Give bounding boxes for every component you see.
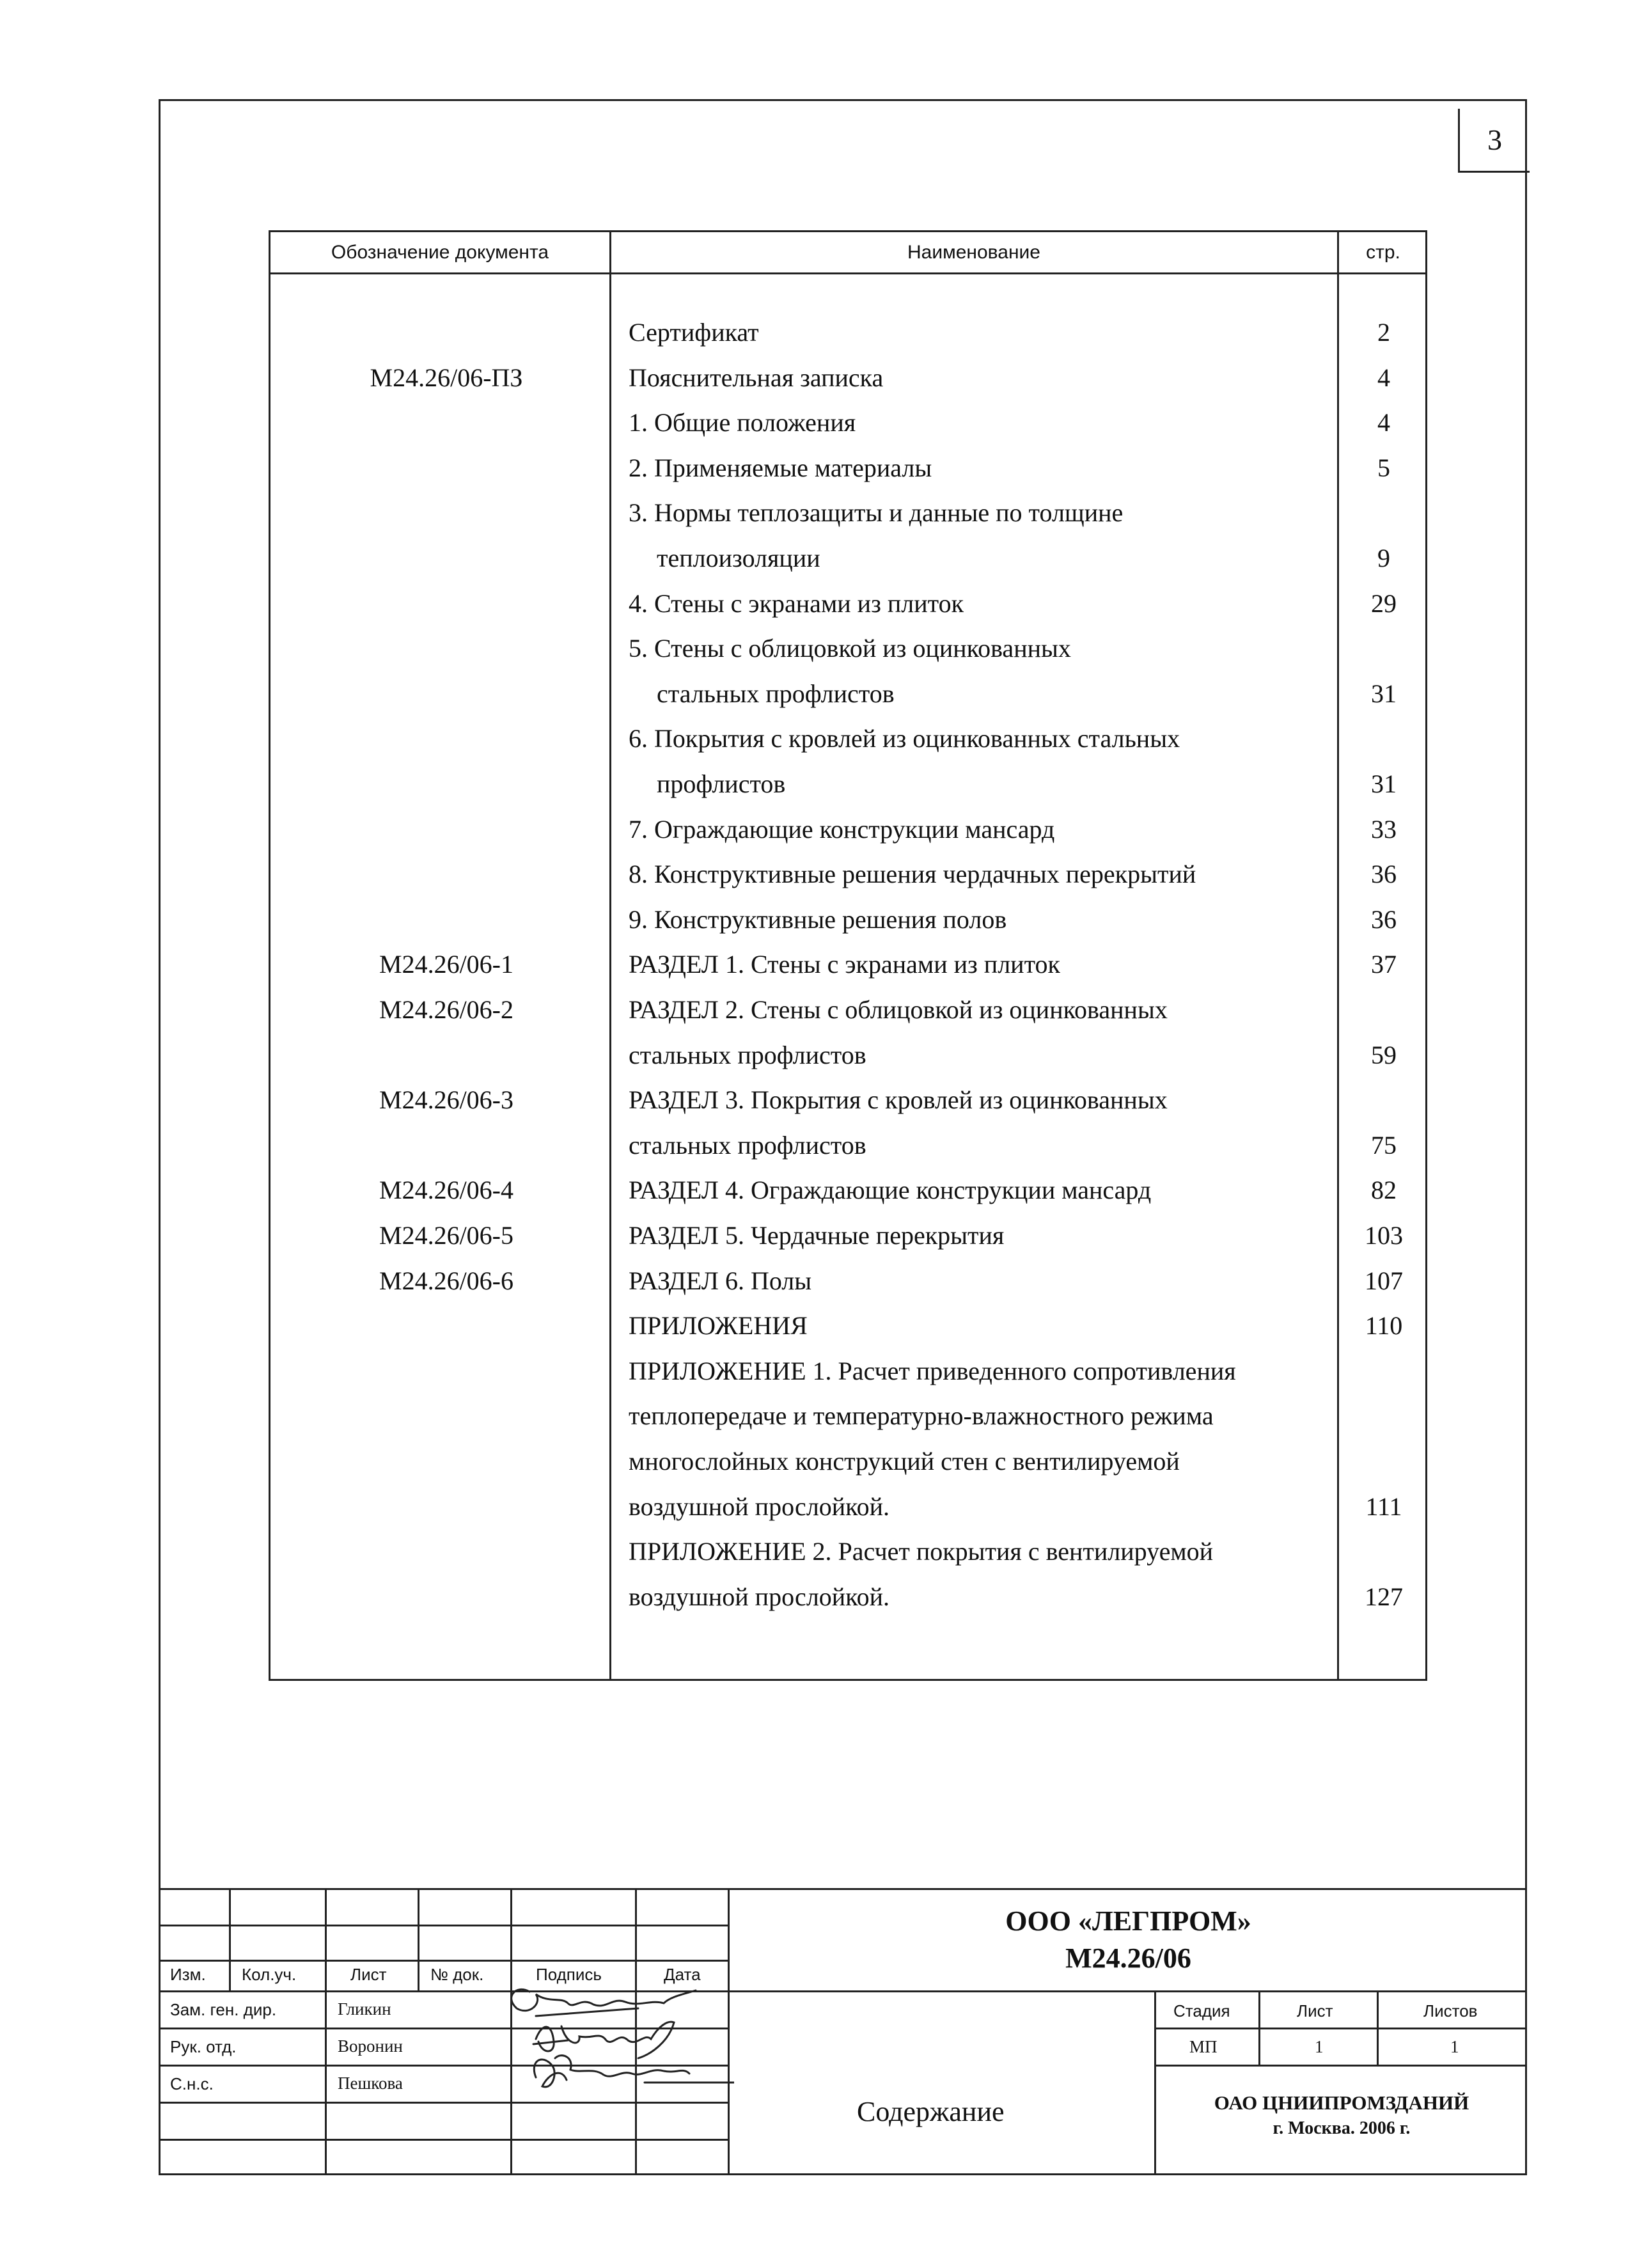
row-page-number: 75 xyxy=(1371,1130,1397,1160)
contents-row xyxy=(270,1305,1425,1351)
row-page-number: 5 xyxy=(1377,453,1390,482)
row-title: воздушной прослойкой. xyxy=(629,1582,889,1611)
contents-row xyxy=(270,764,1425,809)
row-title: Пояснительная записка xyxy=(629,363,884,392)
row-title: стальных профлистов xyxy=(629,1130,866,1160)
row-document-code: М24.26/06-ПЗ xyxy=(370,363,523,392)
contents-row xyxy=(270,854,1425,899)
contents-row xyxy=(270,1261,1425,1306)
contents-row xyxy=(270,583,1425,629)
row-page-number: 31 xyxy=(1371,679,1397,708)
page-number: 3 xyxy=(1458,109,1530,173)
header-name: Наименование xyxy=(907,241,1040,263)
contents-row xyxy=(270,1441,1425,1486)
row-title: теплопередаче и температурно-влажностного режима xyxy=(629,1401,1214,1431)
contents-row xyxy=(270,809,1425,854)
row-title: воздушной прослойкой. xyxy=(629,1492,889,1521)
col-header-list: Лист xyxy=(350,1965,387,1984)
row-title: РАЗДЕЛ 6. Полы xyxy=(629,1266,812,1295)
contents-row xyxy=(270,1351,1425,1396)
row-title: стальных профлистов xyxy=(657,679,895,708)
row-document-code: М24.26/06-4 xyxy=(379,1176,513,1205)
contents-row xyxy=(270,1080,1425,1125)
row-title: ПРИЛОЖЕНИЕ 1. Расчет приведенного сопротивления xyxy=(629,1356,1236,1385)
rule xyxy=(159,1925,728,1926)
contents-row xyxy=(270,989,1425,1035)
signer-role: Зам. ген. дир. xyxy=(170,2000,277,2019)
signer-name: Пешкова xyxy=(338,2074,403,2093)
contents-row xyxy=(270,1125,1425,1170)
row-page-number: 103 xyxy=(1365,1221,1403,1250)
row-title: 7. Ограждающие конструкции мансард xyxy=(629,814,1055,844)
signer-name: Воронин xyxy=(338,2036,403,2056)
rule xyxy=(1258,1990,1260,2065)
row-page-number: 127 xyxy=(1365,1582,1403,1611)
row-page-number: 2 xyxy=(1377,318,1390,347)
rule xyxy=(1377,1990,1379,2065)
row-title: 6. Покрытия с кровлей из оцинкованных стальных xyxy=(629,724,1180,753)
sheet-header: Лист xyxy=(1297,2001,1333,2020)
row-page-number: 36 xyxy=(1371,860,1397,889)
organization-city-year: г. Москва. 2006 г. xyxy=(1273,2118,1411,2138)
rule xyxy=(229,1888,231,1990)
row-title: РАЗДЕЛ 1. Стены с экранами из плиток xyxy=(629,950,1060,979)
row-document-code: М24.26/06-2 xyxy=(379,995,513,1024)
stage-header: Стадия xyxy=(1173,2001,1230,2020)
row-title: 3. Нормы теплозащиты и данные по толщине xyxy=(629,498,1124,528)
contents-row xyxy=(270,312,1425,358)
row-page-number: 36 xyxy=(1371,904,1397,934)
row-document-code: М24.26/06-1 xyxy=(379,950,513,979)
row-title: теплоизоляции xyxy=(657,544,820,572)
row-page-number: 107 xyxy=(1365,1266,1403,1295)
signer-role: Рук. отд. xyxy=(170,2037,237,2056)
row-document-code: М24.26/06-6 xyxy=(379,1266,513,1295)
rule xyxy=(1156,2065,1527,2067)
header-doc: Обозначение документа xyxy=(331,241,549,263)
col-header-podpis: Подпись xyxy=(536,1965,602,1984)
document-title: Содержание xyxy=(857,2096,1005,2127)
row-title: ПРИЛОЖЕНИЕ 2. Расчет покрытия с вентилируемой xyxy=(629,1537,1214,1566)
signer-name: Гликин xyxy=(338,1999,391,2019)
handwritten-signatures xyxy=(491,1978,734,2106)
header-page: стр. xyxy=(1366,241,1400,263)
contents-row xyxy=(270,448,1425,493)
contents-table-header xyxy=(270,232,1425,274)
row-title: профлистов xyxy=(657,769,786,798)
document-code: М24.26/06 xyxy=(1065,1942,1191,1974)
row-page-number: 4 xyxy=(1377,408,1390,437)
col-header-data: Дата xyxy=(664,1965,701,1984)
row-title: Сертификат xyxy=(629,318,759,347)
row-title: РАЗДЕЛ 2. Стены с облицовкой из оцинкованных xyxy=(629,995,1168,1024)
row-title: РАЗДЕЛ 3. Покрытия с кровлей из оцинкованных xyxy=(629,1085,1168,1115)
col-header-izm: Изм. xyxy=(170,1965,206,1984)
sheets-header: Листов xyxy=(1423,2001,1478,2020)
signer-role: С.н.с. xyxy=(170,2074,214,2093)
contents-table xyxy=(269,230,1427,1681)
row-page-number: 29 xyxy=(1371,588,1397,618)
rule xyxy=(418,1888,419,1990)
contents-row xyxy=(270,628,1425,673)
row-page-number: 9 xyxy=(1377,544,1390,572)
contents-row xyxy=(270,899,1425,945)
row-title: стальных профлистов xyxy=(629,1040,866,1069)
row-page-number: 33 xyxy=(1371,814,1397,844)
contents-row xyxy=(270,1486,1425,1532)
row-page-number: 82 xyxy=(1371,1176,1397,1205)
contents-row xyxy=(270,718,1425,764)
stage-value: МП xyxy=(1189,2037,1218,2056)
col-header-koluch: Кол.уч. xyxy=(242,1965,297,1984)
row-title: 9. Конструктивные решения полов xyxy=(629,904,1007,934)
contents-row xyxy=(270,1396,1425,1441)
row-page-number: 59 xyxy=(1371,1040,1397,1069)
row-title: 5. Стены с облицовкой из оцинкованных xyxy=(629,634,1071,663)
contents-row xyxy=(270,402,1425,448)
contents-row xyxy=(270,538,1425,583)
row-document-code: М24.26/06-3 xyxy=(379,1085,513,1115)
contents-row xyxy=(270,1170,1425,1215)
row-page-number: 110 xyxy=(1365,1311,1403,1341)
contents-row xyxy=(270,1577,1425,1622)
row-page-number: 31 xyxy=(1371,769,1397,798)
contents-row xyxy=(270,673,1425,719)
contents-row xyxy=(270,1531,1425,1577)
organization-name: ОАО ЦНИИПРОМЗДАНИЙ xyxy=(1214,2091,1469,2114)
row-title: 1. Общие положения xyxy=(629,408,856,437)
rule xyxy=(1154,1990,1156,2175)
row-page-number: 111 xyxy=(1365,1492,1402,1521)
row-title: ПРИЛОЖЕНИЯ xyxy=(629,1311,808,1341)
rule xyxy=(159,1960,728,1962)
rule xyxy=(159,1990,1527,1992)
contents-row xyxy=(270,1035,1425,1080)
sheet-value: 1 xyxy=(1315,2037,1324,2056)
row-title: РАЗДЕЛ 4. Ограждающие конструкции мансард xyxy=(629,1176,1152,1205)
title-block xyxy=(159,1888,1527,2175)
contents-row xyxy=(270,358,1425,403)
row-title: многослойных конструкций стен с вентилируемой xyxy=(629,1447,1180,1476)
rule xyxy=(325,1888,327,2175)
row-title: 2. Применяемые материалы xyxy=(629,453,932,482)
rule xyxy=(159,1888,1527,1890)
contents-row xyxy=(270,944,1425,989)
contents-row xyxy=(270,492,1425,538)
col-header-ndok: № док. xyxy=(430,1965,484,1984)
row-page-number: 37 xyxy=(1371,950,1397,979)
row-title: РАЗДЕЛ 5. Чердачные перекрытия xyxy=(629,1221,1005,1250)
rule xyxy=(1156,2028,1527,2029)
row-page-number: 4 xyxy=(1377,363,1390,392)
row-title: 4. Стены с экранами из плиток xyxy=(629,588,964,618)
company-name: ООО «ЛЕГПРОМ» xyxy=(1005,1905,1251,1937)
sheets-value: 1 xyxy=(1450,2037,1459,2056)
rule xyxy=(159,2139,728,2141)
row-document-code: М24.26/06-5 xyxy=(379,1221,513,1250)
contents-row xyxy=(270,1215,1425,1261)
row-title: 8. Конструктивные решения чердачных перекрытий xyxy=(629,860,1196,889)
